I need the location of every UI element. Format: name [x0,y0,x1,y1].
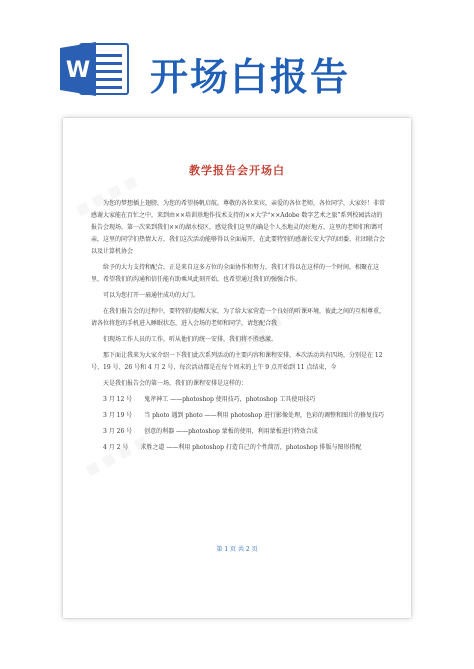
page-number: 第 1 页 共 2 页 [216,546,258,553]
paragraph: 可以为您打开一扇通往成功的大门。 [103,292,200,299]
document-title: 教学报告会开场白 [189,164,285,177]
paragraph: 给予的大力支持和配合，正是来自这多方位的全面协作和努力，我们才得以在这样的一个时间，相聚在这里，希望我们的沟通和信任能有助乘风此刻开始，也希望通过我们的强强合作。 [91,264,380,283]
word-logo-letter: W [65,58,91,83]
paragraph: 们现场工作人员的工作，听从他们的统一安排，我们将不胜感激。 [103,336,278,343]
paragraph: 那下面让我来为大家介绍一下我们此次系列活动的主要内容和课程安排，本次活动共有四场，分别是在 12 号、19 号、26 号和 4 月 2 号，每次活动都是在每个周末的上午 9 点开始到 11 点结束，今 [91,352,383,371]
paragraph: 为您的梦想插上翅膀，为您的希望扬帆启航。尊敬的各位来宾，亲爱的各位老师，各位同学，大家好！非常感谢大家能在百忙之中，来到由××培训基地作技术支持的××大学“××Adobe 数字艺术之旅”系列校园活动的报告会现场。第一次来到我们××的湖水校区，感觉我们这里的确是个人杰地灵的好地方，这里的老师们和蔼可亲，这里的同学们热情大方，我们这次活动能够得以全面展开，在此要特别的感谢长安大学的团委、社团联合会以及计算机协会 [91,200,386,255]
header-title: 开场白报告 [150,55,351,99]
document-body [91,198,387,458]
schedule-item: 3 月 19 号 当 photo 遇到 photo ——利用 photoshop 进行影像处理，色彩的调整和图片的修复技巧 [103,412,385,419]
document-page [63,118,411,618]
paragraph: 天是我们报告会的第一场，我们的课程安排是这样的： [103,380,248,387]
schedule-item: 4 月 2 号 求胜之道 ——利用 photoshop 打造自己的个性简历，photoshop 排版与图形搭配 [103,444,362,451]
schedule-item: 3 月 12 号 鬼斧神工 ——photoshop 使用技巧，photoshop 工具使用技巧 [103,396,316,403]
schedule-item: 3 月 26 号 创意的利器 ——photoshop 蒙板的使用，利用蒙板进行特效合成 [103,428,318,435]
word-document-icon [60,40,132,98]
paragraph: 在我们报告会的过程中，要特别的提醒大家，为了给大家营造一个良好的听课环境，彼此之间的互相尊重，请各位将您的手机进入睡眠状态，进入会场的老师和同学，请您配合我 [91,308,386,327]
header [0,0,474,110]
